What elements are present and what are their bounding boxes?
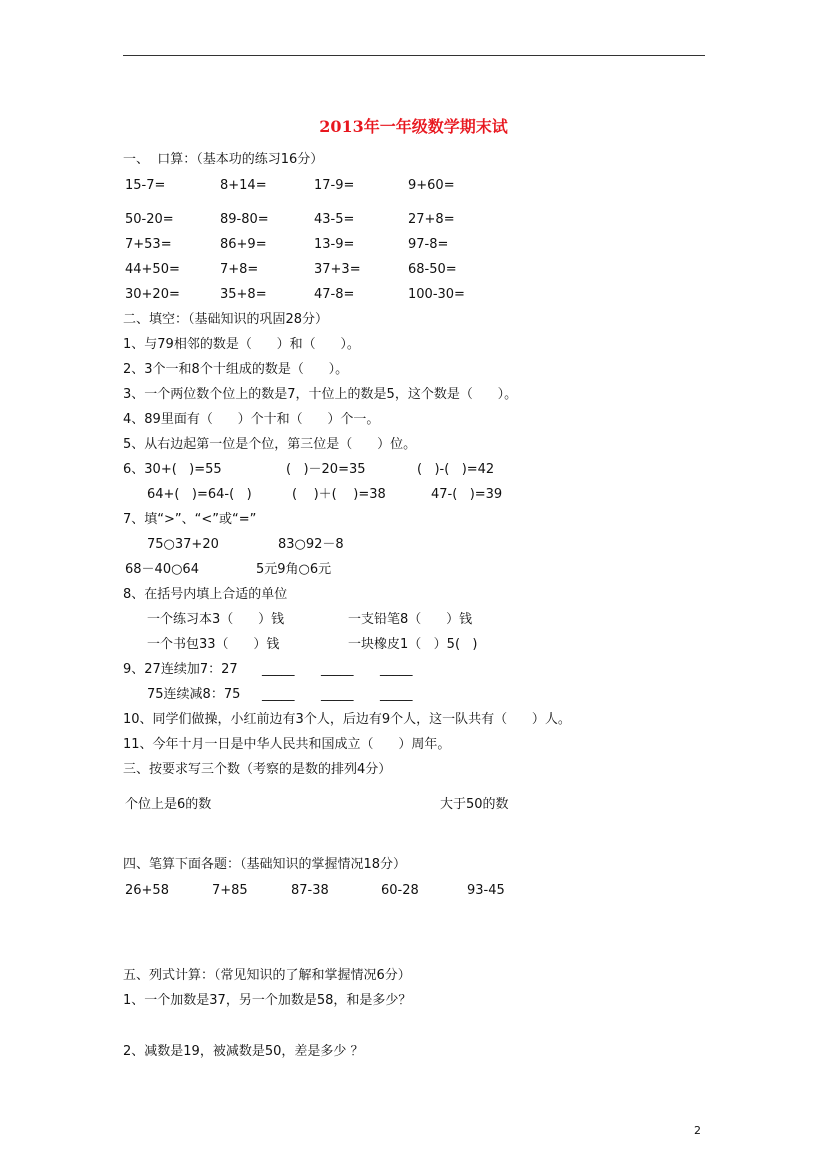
written-calc-item: 60-28 — [381, 883, 419, 898]
written-calc-item: 7+85 — [212, 883, 248, 898]
section5-question-2: 2、减数是19，被减数是50，差是多少 ？ — [123, 1044, 364, 1059]
page-title: 2013年一年级数学期末试 — [319, 117, 508, 136]
question-8: 8、在括号内填上合适的单位 — [123, 587, 288, 602]
header-rule — [123, 55, 705, 56]
question-6-item: 47-( )=39 — [431, 487, 503, 502]
calc-item: 97-8= — [408, 237, 449, 252]
calc-item: 100-30= — [408, 287, 465, 302]
written-calc-item: 87-38 — [291, 883, 329, 898]
question-11: 11、今年十月一日是中华人民共和国成立（ ）周年。 — [123, 737, 451, 752]
calc-item: 8+14= — [220, 178, 267, 193]
question-7-item: 75○37+20 — [147, 537, 219, 552]
answer-blank: _____ — [380, 662, 413, 677]
question-6-item: 64+( )=64-( ) — [147, 487, 252, 502]
calc-item: 37+3= — [314, 262, 361, 277]
section1-heading: 一、 口算：（基本功的练习16分） — [123, 152, 324, 167]
calc-item: 47-8= — [314, 287, 355, 302]
written-calc-item: 26+58 — [125, 883, 169, 898]
calc-item: 30+20= — [125, 287, 180, 302]
answer-blank: _____ — [380, 687, 413, 702]
question-1: 1、与79相邻的数是（ ）和（ ）。 — [123, 337, 360, 352]
page-number: 2 — [694, 1124, 701, 1137]
calc-item: 13-9= — [314, 237, 355, 252]
calc-item: 44+50= — [125, 262, 180, 277]
question-8-item: 一个练习本3（ ）钱 — [147, 612, 285, 627]
question-10: 10、同学们做操，小红前边有3个人，后边有9个人，这一队共有（ ）人。 — [123, 712, 571, 727]
section2-heading: 二、填空：（基础知识的巩固28分） — [123, 312, 329, 327]
question-7-item: 5元9角○6元 — [256, 562, 332, 577]
calc-item: 50-20= — [125, 212, 174, 227]
question-7-item: 68－40○64 — [125, 562, 199, 577]
calc-item: 17-9= — [314, 178, 355, 193]
calc-item: 86+9= — [220, 237, 267, 252]
section3-item: 大于50的数 — [440, 797, 509, 812]
calc-item: 35+8= — [220, 287, 267, 302]
answer-blank: _____ — [321, 662, 354, 677]
section4-heading: 四、笔算下面各题：（基础知识的掌握情况18分） — [123, 857, 407, 872]
calc-item: 68-50= — [408, 262, 457, 277]
question-2: 2、3个一和8个十组成的数是（ ）。 — [123, 362, 349, 377]
answer-blank: _____ — [262, 687, 295, 702]
section3-item: 个位上是6的数 — [125, 797, 212, 812]
calc-item: 9+60= — [408, 178, 455, 193]
question-6-item: ( )-( )=42 — [417, 462, 495, 477]
answer-blank: _____ — [262, 662, 295, 677]
question-3: 3、一个两位数个位上的数是7，十位上的数是5，这个数是（ ）。 — [123, 387, 518, 402]
written-calc-item: 93-45 — [467, 883, 505, 898]
calc-item: 15-7= — [125, 178, 166, 193]
question-7: 7、填“>”、“<”或“=” — [123, 512, 257, 527]
question-8-item: 一个书包33（ ）钱 — [147, 637, 280, 652]
calc-item: 7+53= — [125, 237, 172, 252]
question-8-item: 一支铅笔8（ ）钱 — [348, 612, 473, 627]
section5-heading: 五、列式计算：（常见知识的了解和掌握情况6分） — [123, 968, 411, 983]
question-5: 5、从右边起第一位是个位，第三位是（ ）位。 — [123, 437, 417, 452]
question-8-item: 一块橡皮1（ ）5( ) — [348, 637, 478, 652]
calc-item: 43-5= — [314, 212, 355, 227]
question-9: 9、27连续加7：27 — [123, 662, 238, 677]
question-9: 75连续减8：75 — [147, 687, 241, 702]
section5-question-1: 1、一个加数是37，另一个加数是58，和是多少？ — [123, 993, 412, 1008]
calc-item: 7+8= — [220, 262, 259, 277]
calc-item: 89-80= — [220, 212, 269, 227]
answer-blank: _____ — [321, 687, 354, 702]
question-6-item: ( )－20=35 — [286, 462, 366, 477]
calc-item: 27+8= — [408, 212, 455, 227]
question-4: 4、89里面有（ ）个十和（ ）个一。 — [123, 412, 380, 427]
question-6-item: 6、30+( )=55 — [123, 462, 222, 477]
question-7-item: 83○92－8 — [278, 537, 344, 552]
section3-heading: 三、按要求写三个数（考察的是数的排列4分） — [123, 762, 392, 777]
question-6-item: ( )＋( )=38 — [292, 487, 386, 502]
